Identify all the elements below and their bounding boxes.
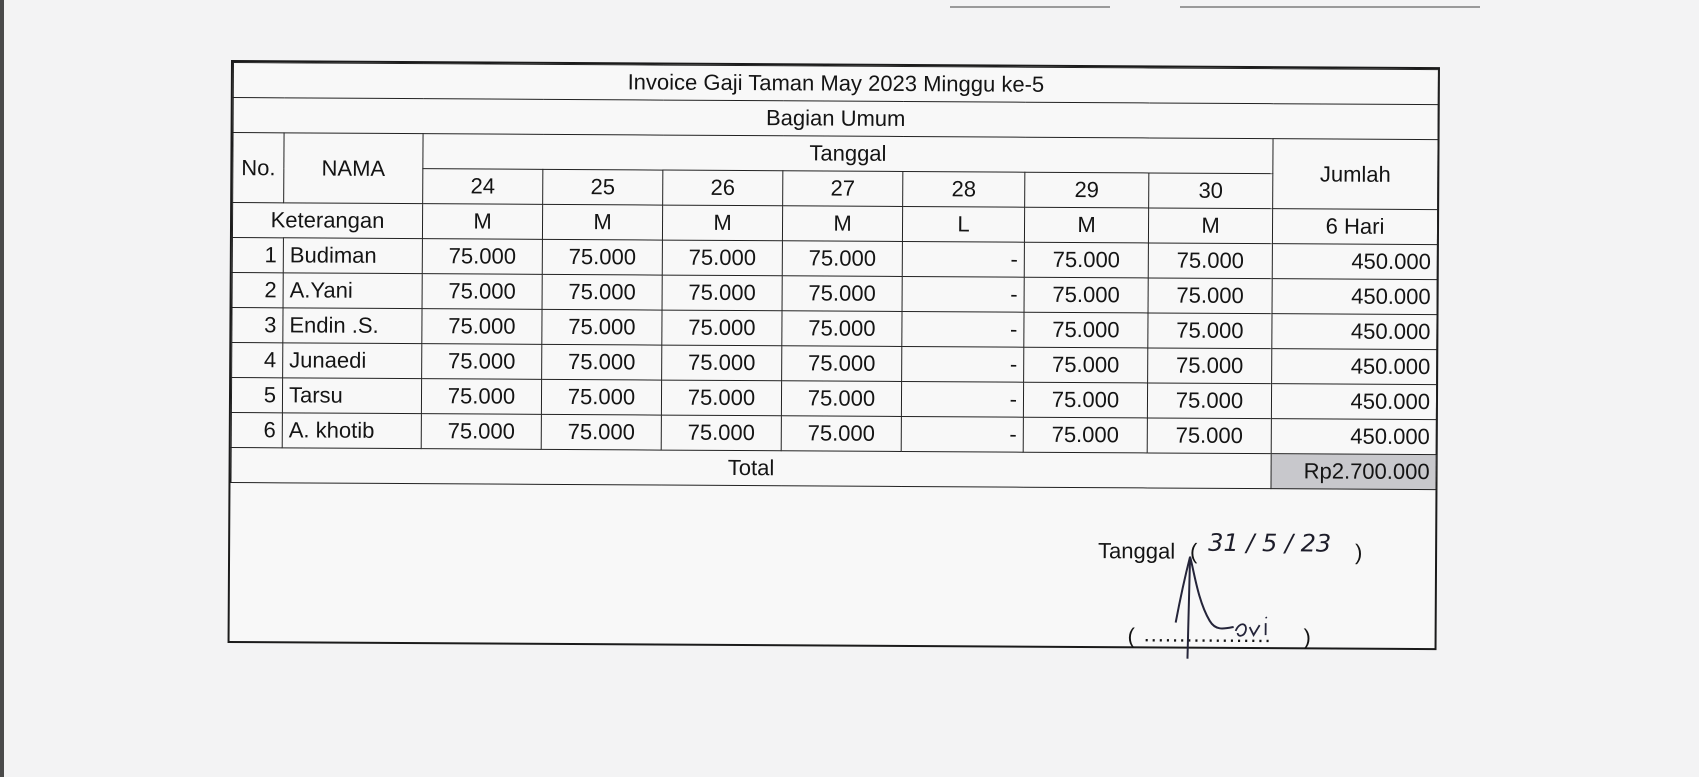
- keterangan-label: Keterangan: [232, 203, 422, 239]
- invoice-subtitle: Bagian Umum: [233, 98, 1438, 140]
- scan-edge: [0, 0, 4, 777]
- row-jumlah: 450.000: [1272, 349, 1437, 385]
- row-value: -: [902, 241, 1024, 277]
- keterangan-code: M: [1024, 207, 1148, 243]
- date-cell: 26: [663, 170, 783, 206]
- row-value: 75.000: [542, 309, 662, 345]
- header-jumlah: Jumlah: [1273, 139, 1438, 210]
- scan-mark: [1180, 6, 1480, 8]
- keterangan-total: 6 Hari: [1272, 209, 1437, 245]
- row-value: 75.000: [1023, 417, 1147, 453]
- row-value: 75.000: [421, 379, 541, 415]
- row-no: 1: [232, 238, 283, 273]
- row-jumlah: 450.000: [1271, 384, 1436, 420]
- signature-date-handwritten: 31 / 5 / 23: [1208, 528, 1332, 558]
- header-tanggal: Tanggal: [423, 134, 1273, 174]
- row-value: 75.000: [782, 241, 902, 277]
- scan-mark: [950, 6, 1110, 8]
- keterangan-code: M: [542, 204, 662, 240]
- signature-area: [230, 483, 1436, 648]
- row-value: 75.000: [541, 379, 661, 415]
- row-value: 75.000: [662, 275, 782, 311]
- row-value: -: [902, 276, 1024, 312]
- row-no: 6: [231, 413, 282, 448]
- row-value: 75.000: [422, 274, 542, 310]
- row-value: 75.000: [1148, 278, 1272, 314]
- row-no: 4: [232, 343, 283, 378]
- signature-date-close: ): [1355, 539, 1363, 565]
- row-value: 75.000: [662, 345, 782, 381]
- row-no: 3: [232, 308, 283, 343]
- date-cell: 29: [1025, 172, 1149, 208]
- row-value: -: [902, 346, 1024, 382]
- date-cell: 25: [543, 169, 663, 205]
- row-value: 75.000: [542, 239, 662, 275]
- signature-name-close: ): [1303, 624, 1311, 650]
- date-cell: 30: [1149, 173, 1273, 209]
- keterangan-code: M: [782, 206, 902, 242]
- header-no: No.: [233, 133, 284, 203]
- keterangan-code: M: [1148, 208, 1272, 244]
- header-nama: NAMA: [284, 133, 423, 204]
- row-no: 5: [231, 378, 282, 413]
- row-value: 75.000: [1147, 383, 1271, 419]
- row-jumlah: 450.000: [1272, 314, 1437, 350]
- row-value: -: [902, 311, 1024, 347]
- row-value: 75.000: [782, 311, 902, 347]
- row-value: 75.000: [1023, 382, 1147, 418]
- row-value: 75.000: [1024, 312, 1148, 348]
- row-value: 75.000: [422, 239, 542, 275]
- signature-name-open: (: [1127, 623, 1136, 649]
- row-value: 75.000: [1024, 277, 1148, 313]
- row-value: 75.000: [421, 414, 541, 450]
- row-value: 75.000: [1148, 243, 1272, 279]
- row-no: 2: [232, 273, 283, 308]
- invoice-table: [230, 62, 1439, 490]
- total-label: Total: [231, 448, 1271, 489]
- signature-date-label: Tanggal: [1098, 538, 1176, 564]
- row-nama: A.Yani: [283, 273, 422, 309]
- row-value: 75.000: [662, 240, 782, 276]
- row-value: 75.000: [662, 310, 782, 346]
- signature-name-dots: ..................: [1143, 621, 1272, 648]
- keterangan-code: M: [422, 204, 542, 240]
- row-value: 75.000: [782, 346, 902, 382]
- row-value: 75.000: [1024, 347, 1148, 383]
- signature-date-open: (: [1190, 538, 1198, 564]
- row-nama: Junaedi: [283, 343, 422, 379]
- row-value: 75.000: [541, 414, 661, 450]
- row-nama: Budiman: [283, 238, 422, 274]
- row-jumlah: 450.000: [1272, 244, 1437, 280]
- row-jumlah: 450.000: [1271, 419, 1436, 455]
- keterangan-code: M: [662, 205, 782, 241]
- row-value: 75.000: [1024, 242, 1148, 278]
- row-value: 75.000: [781, 381, 901, 417]
- row-value: 75.000: [1148, 348, 1272, 384]
- row-value: 75.000: [782, 276, 902, 312]
- row-value: 75.000: [422, 309, 542, 345]
- date-cell: 28: [903, 171, 1025, 207]
- keterangan-code: L: [902, 206, 1024, 242]
- row-nama: Endin .S.: [283, 308, 422, 344]
- invoice-sheet: [228, 60, 1440, 650]
- handwritten-signature: [1149, 550, 1290, 661]
- date-cell: 24: [423, 169, 543, 205]
- invoice-title: Invoice Gaji Taman May 2023 Minggu ke-5: [233, 63, 1438, 105]
- row-value: 75.000: [661, 380, 781, 416]
- row-value: 75.000: [1147, 418, 1271, 454]
- row-value: 75.000: [542, 274, 662, 310]
- row-value: -: [901, 416, 1023, 452]
- row-jumlah: 450.000: [1272, 279, 1437, 315]
- row-value: 75.000: [661, 415, 781, 451]
- date-cell: 27: [783, 171, 903, 207]
- row-nama: A. khotib: [282, 413, 421, 449]
- row-value: 75.000: [422, 344, 542, 380]
- total-value: Rp2.700.000: [1271, 454, 1436, 490]
- row-nama: Tarsu: [282, 378, 421, 414]
- row-value: 75.000: [542, 344, 662, 380]
- row-value: -: [901, 381, 1023, 417]
- row-value: 75.000: [1148, 313, 1272, 349]
- row-value: 75.000: [781, 416, 901, 452]
